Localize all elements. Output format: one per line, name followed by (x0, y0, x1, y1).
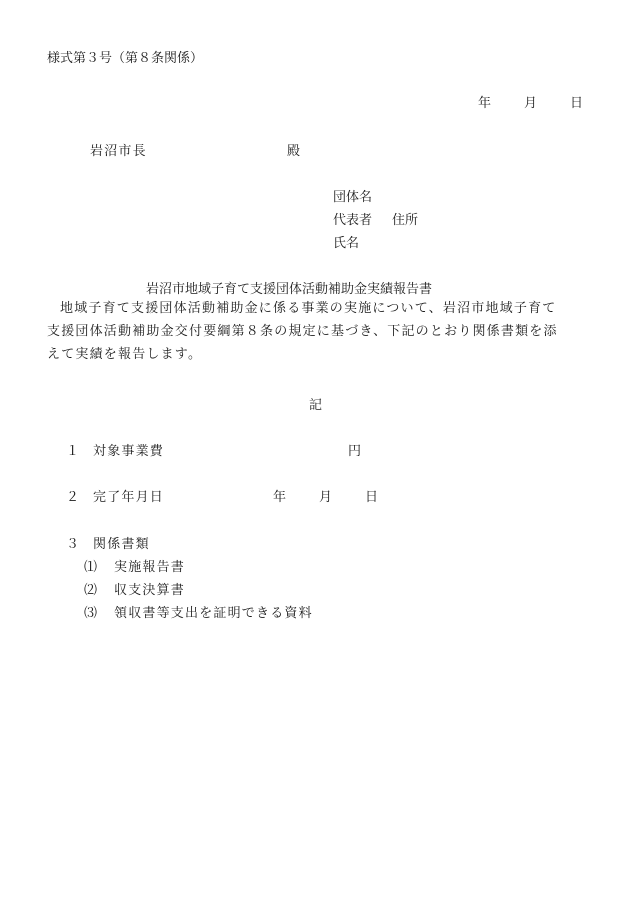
date-year-label: 年 (478, 96, 492, 111)
body-line-2: 支援団体活動補助金交付要綱第８条の規定に基づき、下記のとおり関係書類を添 (47, 324, 558, 339)
representative-label: 代表者 (333, 213, 373, 228)
ki-heading: 記 (309, 398, 323, 413)
addressee-name: 岩沼市長 (90, 144, 147, 159)
body-line-3: えて実績を報告します。 (47, 347, 203, 362)
item-label: 関係書類 (93, 537, 150, 552)
body-paragraph (47, 297, 585, 366)
item-label: 対象事業費 (93, 444, 165, 459)
list-item-number: ⑵ (84, 583, 98, 598)
list-item-number: ⑶ (84, 606, 98, 621)
document-title: 岩沼市地域子育て支援団体活動補助金実績報告書 (146, 282, 433, 297)
list-item-label: 収支決算書 (114, 583, 186, 598)
completion-month-label: 月 (319, 490, 333, 505)
completion-year-label: 年 (273, 490, 287, 505)
form-label: 様式第３号（第８条関係） (47, 51, 204, 66)
item-number: ３ (66, 537, 80, 552)
list-item-label: 実施報告書 (114, 560, 186, 575)
person-name-label: 氏名 (333, 236, 360, 251)
completion-day-label: 日 (365, 490, 379, 505)
addressee-honorific: 殿 (287, 144, 301, 159)
item-number: ２ (66, 490, 80, 505)
date-day-label: 日 (570, 96, 584, 111)
list-item-number: ⑴ (84, 560, 98, 575)
item-label: 完了年月日 (93, 490, 165, 505)
date-month-label: 月 (524, 96, 538, 111)
yen-unit: 円 (348, 444, 362, 459)
group-name-label: 団体名 (333, 190, 373, 205)
item-number: １ (66, 444, 80, 459)
body-line-1: 地域子育て支援団体活動補助金に係る事業の実施について、岩沼市地域子育て (60, 301, 557, 316)
address-label: 住所 (392, 213, 419, 228)
list-item-label: 領収書等支出を証明できる資料 (114, 606, 313, 621)
